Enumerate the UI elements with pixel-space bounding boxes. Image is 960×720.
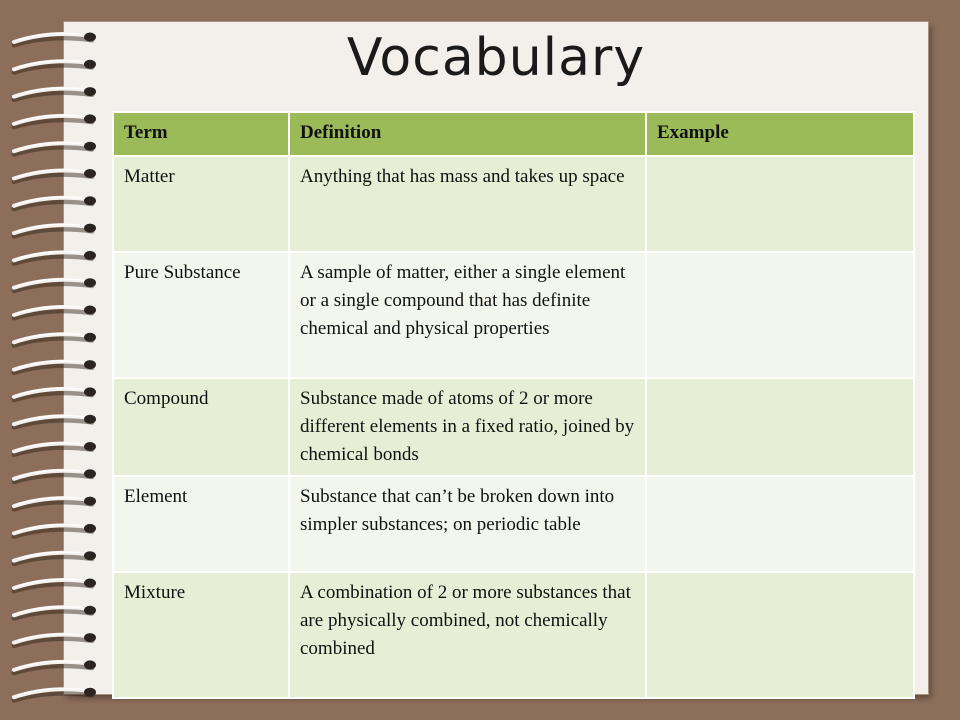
example-cell	[646, 156, 914, 252]
definition-cell: Anything that has mass and takes up space	[289, 156, 646, 252]
spiral-coil	[14, 415, 96, 428]
example-cell	[646, 252, 914, 378]
spiral-coil	[14, 387, 96, 400]
spiral-coil	[14, 497, 96, 510]
spiral-coil	[14, 688, 96, 701]
spiral-coil	[14, 278, 96, 291]
term-cell: Mixture	[113, 572, 289, 698]
table-header-row	[113, 112, 914, 156]
spiral-coil	[14, 114, 96, 127]
table-row	[113, 572, 914, 698]
spiral-coil	[14, 660, 96, 673]
definition-cell: Substance made of atoms of 2 or more different elements in a fixed ratio, joined by chemical bonds	[289, 378, 646, 476]
example-cell	[646, 476, 914, 572]
spiral-coil	[14, 306, 96, 319]
spiral-coil	[14, 196, 96, 209]
spiral-coil	[14, 442, 96, 455]
definition-cell: A sample of matter, either a single element or a single compound that has definite chemical and physical properties	[289, 252, 646, 378]
spiral-coil	[14, 169, 96, 182]
spiral-coil	[14, 524, 96, 537]
example-cell	[646, 572, 914, 698]
term-cell: Element	[113, 476, 289, 572]
spiral-coil	[14, 251, 96, 264]
spiral-coil	[14, 606, 96, 619]
page-title: Vocabulary	[346, 28, 646, 88]
definition-cell: Substance that can’t be broken down into simpler substances; on periodic table	[289, 476, 646, 572]
definition-cell: A combination of 2 or more substances that are physically combined, not chemically combined	[289, 572, 646, 698]
example-cell	[646, 378, 914, 476]
spiral-coil	[14, 142, 96, 155]
spiral-coil	[14, 551, 96, 564]
spiral-coil	[14, 579, 96, 592]
spiral-coil	[14, 469, 96, 482]
table-row	[113, 476, 914, 572]
column-header-example: Example	[646, 112, 914, 156]
table-row	[113, 378, 914, 476]
column-header-definition: Definition	[289, 112, 646, 156]
term-cell: Compound	[113, 378, 289, 476]
spiral-coil	[14, 360, 96, 373]
vocabulary-table	[112, 111, 915, 699]
spiral-coil	[14, 87, 96, 100]
term-cell: Pure Substance	[113, 252, 289, 378]
spiral-coil	[14, 633, 96, 646]
spiral-coil	[14, 224, 96, 237]
spiral-coil	[14, 333, 96, 346]
term-cell: Matter	[113, 156, 289, 252]
column-header-term: Term	[113, 112, 289, 156]
table-row	[113, 156, 914, 252]
table-row	[113, 252, 914, 378]
spiral-binding-icon	[0, 0, 110, 720]
